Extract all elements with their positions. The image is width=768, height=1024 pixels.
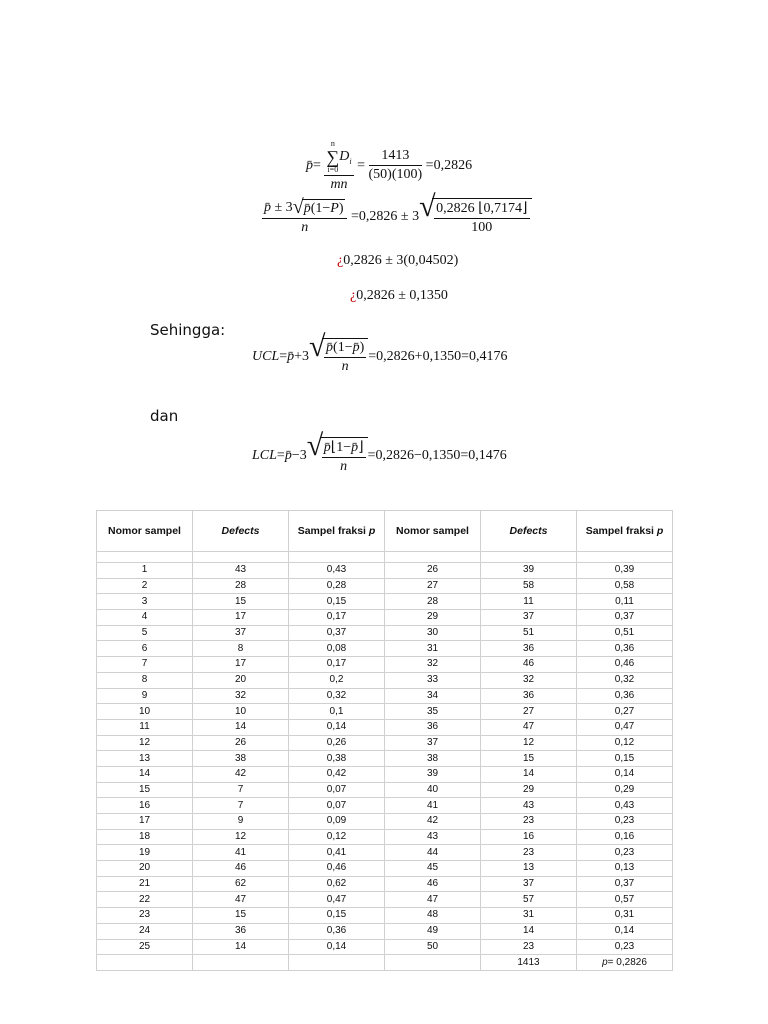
table-cell: 57 <box>481 892 577 908</box>
table-row <box>97 594 673 610</box>
table-cell: 29 <box>385 610 481 626</box>
dan-label: dan <box>150 407 179 425</box>
table-cell: 46 <box>193 861 289 877</box>
table-spacer-row <box>97 552 673 563</box>
table-cell: 0,46 <box>289 861 385 877</box>
table-cell: 49 <box>385 923 481 939</box>
pbar-fraction-sum <box>324 138 353 193</box>
table-cell: 0,32 <box>577 672 673 688</box>
table-cell: 3 <box>97 594 193 610</box>
table-row <box>97 892 673 908</box>
sigma-icon: ∑ <box>326 147 340 167</box>
table-cell: 0,23 <box>577 845 673 861</box>
interval-formula <box>262 190 532 236</box>
table-cell: 14 <box>481 766 577 782</box>
table-cell: 8 <box>97 672 193 688</box>
table-cell: 12 <box>97 735 193 751</box>
table-cell: 0,46 <box>577 657 673 673</box>
table-cell: 0,28 <box>289 578 385 594</box>
interval-line-4 <box>350 288 448 304</box>
table-cell: 32 <box>481 672 577 688</box>
table-cell: 0,09 <box>289 814 385 830</box>
table-cell: 0,14 <box>289 939 385 955</box>
table-cell: 38 <box>193 751 289 767</box>
table-cell: 0,15 <box>577 751 673 767</box>
header-nomor-sampel-1: Nomor sampel <box>97 511 193 552</box>
table-cell: 0,37 <box>577 610 673 626</box>
table-cell: 28 <box>385 594 481 610</box>
table-cell: 37 <box>481 876 577 892</box>
table-cell: 0,38 <box>289 751 385 767</box>
table-cell: 0,36 <box>577 641 673 657</box>
table-row <box>97 672 673 688</box>
table-cell: 39 <box>385 766 481 782</box>
table-cell: 42 <box>385 814 481 830</box>
header-fraksi-2: Sampel fraksi p <box>577 511 673 552</box>
table-cell: 12 <box>193 829 289 845</box>
ucl-root: √ $\frac{p̄(1-p̄)}{n}$ <box>309 338 368 375</box>
table-cell: 7 <box>193 782 289 798</box>
pbar-sample-product: (50)(100) <box>368 167 423 182</box>
table-cell: 0,51 <box>577 625 673 641</box>
table-cell: 34 <box>385 688 481 704</box>
table-row <box>97 578 673 594</box>
table-cell: 7 <box>193 798 289 814</box>
total-defects-cell: 1413 <box>481 955 577 971</box>
table-cell: 37 <box>193 625 289 641</box>
table-row <box>97 625 673 641</box>
table-row <box>97 641 673 657</box>
table-cell: 33 <box>385 672 481 688</box>
table-cell: 0,37 <box>289 625 385 641</box>
table-cell: 0,47 <box>577 719 673 735</box>
table-cell: 5 <box>97 625 193 641</box>
table-cell: 0,08 <box>289 641 385 657</box>
interval-prefix: =0,2826 ± 3 <box>350 209 420 224</box>
table-row <box>97 657 673 673</box>
table-cell: 1 <box>97 563 193 579</box>
table-cell: 19 <box>97 845 193 861</box>
table-cell: 8 <box>193 641 289 657</box>
table-row <box>97 908 673 924</box>
interval-step-4: 0,2826 ± 0,1350 <box>356 288 448 303</box>
defects-table <box>96 510 673 971</box>
table-cell: 37 <box>385 735 481 751</box>
interval-lhs-fraction: p̄ ± 3 √ p̄(1−P) n <box>262 199 347 236</box>
table-cell: 0,14 <box>577 923 673 939</box>
lcl-result: =0,2826−0,1350=0,1476 <box>367 448 507 463</box>
table-cell: 13 <box>481 861 577 877</box>
table-cell: 36 <box>481 641 577 657</box>
table-cell: 20 <box>97 861 193 877</box>
table-row <box>97 766 673 782</box>
table-cell: 15 <box>97 782 193 798</box>
header-defects-2: Defects <box>481 511 577 552</box>
table-cell: 28 <box>193 578 289 594</box>
table-cell: 31 <box>385 641 481 657</box>
table-cell: 2 <box>97 578 193 594</box>
table-cell: 15 <box>481 751 577 767</box>
table-cell: 41 <box>385 798 481 814</box>
table-cell: 10 <box>193 704 289 720</box>
table-cell: 17 <box>193 610 289 626</box>
table-cell: 20 <box>193 672 289 688</box>
table-cell: 0,12 <box>577 735 673 751</box>
interval-step-3: 0,2826 ± 3(0,04502) <box>343 253 459 268</box>
table-cell: 43 <box>193 563 289 579</box>
table-row <box>97 704 673 720</box>
table-cell: 24 <box>97 923 193 939</box>
table-header-row <box>97 511 673 552</box>
table-cell: 0,26 <box>289 735 385 751</box>
sum-upper-limit: n <box>330 139 335 148</box>
table-cell: 0,11 <box>577 594 673 610</box>
table-cell: 22 <box>97 892 193 908</box>
table-cell: 39 <box>481 563 577 579</box>
table-cell: 32 <box>193 688 289 704</box>
table-cell: 0,2 <box>289 672 385 688</box>
table-cell: 0,57 <box>577 892 673 908</box>
table-cell: 32 <box>385 657 481 673</box>
table-row <box>97 814 673 830</box>
table-cell: 14 <box>193 719 289 735</box>
table-cell: 27 <box>481 704 577 720</box>
table-cell: 0,41 <box>289 845 385 861</box>
table-cell: 0,17 <box>289 657 385 673</box>
table-cell: 0,17 <box>289 610 385 626</box>
table-cell: 25 <box>97 939 193 955</box>
table-cell: 14 <box>193 939 289 955</box>
table-cell: 9 <box>97 688 193 704</box>
table-cell: 16 <box>481 829 577 845</box>
table-cell: 0,13 <box>577 861 673 877</box>
table-cell: 0,12 <box>289 829 385 845</box>
table-cell: 0,27 <box>577 704 673 720</box>
table-cell: 0,37 <box>577 876 673 892</box>
header-defects-1: Defects <box>193 511 289 552</box>
table-row <box>97 876 673 892</box>
lcl-formula: LCL=p̄−3 √ $\frac{p̄⌊1-p̄⌋}{n}$ =0,2826−0,1350=0,1476 <box>252 429 507 474</box>
header-fraksi-1: Sampel fraksi p <box>289 511 385 552</box>
table-cell: 6 <box>97 641 193 657</box>
table-cell: 29 <box>481 782 577 798</box>
table-cell: 0,31 <box>577 908 673 924</box>
interval-root-numerator: 0,2826 ⌊0,7174⌋ <box>434 200 529 219</box>
table-row <box>97 610 673 626</box>
table-cell: 7 <box>97 657 193 673</box>
table-row <box>97 719 673 735</box>
table-cell: 47 <box>193 892 289 908</box>
table-cell: 0,23 <box>577 814 673 830</box>
sum-subscript: i <box>349 157 352 167</box>
table-cell: 43 <box>385 829 481 845</box>
table-cell: 23 <box>97 908 193 924</box>
table-cell: 30 <box>385 625 481 641</box>
ucl-formula: UCL=p̄+3 √ $\frac{p̄(1-p̄)}{n}$ =0,2826+0,1350=0,4176 <box>252 330 508 374</box>
table-cell: 31 <box>481 908 577 924</box>
table-cell: 58 <box>481 578 577 594</box>
table-cell: 36 <box>385 719 481 735</box>
table-cell: 46 <box>385 876 481 892</box>
table-cell: 23 <box>481 939 577 955</box>
table-cell: 17 <box>193 657 289 673</box>
pbar-result: =0,2826 <box>425 157 473 173</box>
table-cell: 15 <box>193 908 289 924</box>
table-cell: 23 <box>481 845 577 861</box>
table-total-row <box>97 955 673 971</box>
table-cell: 37 <box>481 610 577 626</box>
ucl-result: =0,2826+0,1350=0,4176 <box>368 348 508 364</box>
total-p-value: = 0,2826 <box>607 956 647 968</box>
table-cell: 50 <box>385 939 481 955</box>
table-cell: 21 <box>97 876 193 892</box>
table-cell: 36 <box>193 923 289 939</box>
table-row <box>97 563 673 579</box>
table-cell: 42 <box>193 766 289 782</box>
sum-lower-limit: i=0 <box>327 165 339 174</box>
table-cell: 47 <box>481 719 577 735</box>
table-cell: 47 <box>385 892 481 908</box>
total-p-cell: p= 0,2826 <box>577 955 673 971</box>
table-row <box>97 845 673 861</box>
sehingga-label: Sehingga: <box>150 321 226 339</box>
interval-line-3 <box>337 253 458 269</box>
table-cell: 0,16 <box>577 829 673 845</box>
table-cell: 11 <box>481 594 577 610</box>
table-row <box>97 751 673 767</box>
table-cell: 0,29 <box>577 782 673 798</box>
table-cell: 0,32 <box>289 688 385 704</box>
table-cell: 0,1 <box>289 704 385 720</box>
table-cell: 17 <box>97 814 193 830</box>
table-cell: 26 <box>193 735 289 751</box>
table-cell: 14 <box>481 923 577 939</box>
table-row <box>97 861 673 877</box>
table-cell: 0,14 <box>289 719 385 735</box>
interval-root-denominator: 100 <box>471 220 493 235</box>
table-cell: 0,07 <box>289 798 385 814</box>
lcl-root: √ $\frac{p̄⌊1-p̄⌋}{n}$ <box>307 437 368 475</box>
table-row <box>97 829 673 845</box>
table-cell: 0,23 <box>577 939 673 955</box>
table-cell: 15 <box>193 594 289 610</box>
table-cell: 41 <box>193 845 289 861</box>
table-row <box>97 939 673 955</box>
table-cell: 40 <box>385 782 481 798</box>
pbar-fraction-values <box>369 148 423 183</box>
table-row <box>97 798 673 814</box>
table-cell: 36 <box>481 688 577 704</box>
pbar-formula: p̄= n ∑ i=0 $D_i$ mn = $\frac{1413}{(50)(100)}$ =0,2826 <box>306 139 473 192</box>
table-cell: 27 <box>385 578 481 594</box>
table-cell: 18 <box>97 829 193 845</box>
table-cell: 0,36 <box>577 688 673 704</box>
table-cell: 0,43 <box>289 563 385 579</box>
table-row <box>97 782 673 798</box>
table-cell: 46 <box>481 657 577 673</box>
table-cell: 13 <box>97 751 193 767</box>
table-cell: 11 <box>97 719 193 735</box>
table-cell: 0,47 <box>289 892 385 908</box>
inverted-question-glyph-2: ¿ <box>350 288 357 303</box>
table-cell: 10 <box>97 704 193 720</box>
table-cell: 35 <box>385 704 481 720</box>
table-cell: 0,15 <box>289 594 385 610</box>
table-cell: 48 <box>385 908 481 924</box>
pbar-total-defects: 1413 <box>369 148 423 166</box>
table-cell: 0,62 <box>289 876 385 892</box>
sum-term: D <box>339 149 350 165</box>
table-body <box>97 552 673 955</box>
table-cell: 62 <box>193 876 289 892</box>
table-cell: 0,43 <box>577 798 673 814</box>
interval-root: √ $\frac{0,2826 ⌊0,7174⌋}{100}$ <box>419 198 531 236</box>
table-row <box>97 735 673 751</box>
table-cell: 23 <box>481 814 577 830</box>
table-cell: 12 <box>481 735 577 751</box>
table-cell: 0,36 <box>289 923 385 939</box>
table-cell: 0,15 <box>289 908 385 924</box>
table-cell: 45 <box>385 861 481 877</box>
table-cell: 51 <box>481 625 577 641</box>
table-cell: 0,58 <box>577 578 673 594</box>
table-cell: 26 <box>385 563 481 579</box>
pbar-denominator: mn <box>330 177 348 192</box>
table-cell: 16 <box>97 798 193 814</box>
table-cell: 9 <box>193 814 289 830</box>
table-cell: 0,14 <box>577 766 673 782</box>
header-nomor-sampel-2: Nomor sampel <box>385 511 481 552</box>
table-row <box>97 923 673 939</box>
table-cell: 0,39 <box>577 563 673 579</box>
table-cell: 4 <box>97 610 193 626</box>
table-cell: 0,07 <box>289 782 385 798</box>
inverted-question-glyph: ¿ <box>337 253 344 268</box>
table-cell: 43 <box>481 798 577 814</box>
table-row <box>97 688 673 704</box>
table-cell: 14 <box>97 766 193 782</box>
table-cell: 0,42 <box>289 766 385 782</box>
table-cell: 44 <box>385 845 481 861</box>
table-cell: 38 <box>385 751 481 767</box>
